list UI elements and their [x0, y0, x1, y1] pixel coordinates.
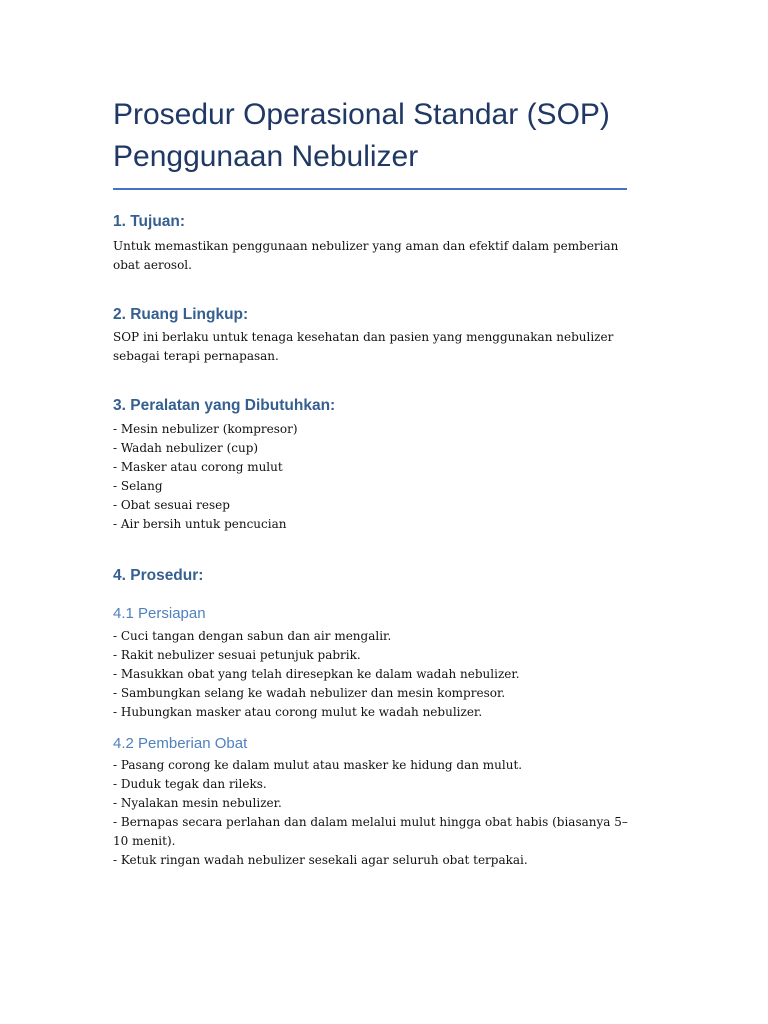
subsection-heading-persiapan: 4.1 Persiapan	[113, 605, 206, 622]
list-item: - Selang	[113, 479, 163, 493]
list-item: - Pasang corong ke dalam mulut atau masker ke hidung dan mulut.	[113, 758, 523, 772]
list-item: - Sambungkan selang ke wadah nebulizer dan mesin kompresor.	[113, 686, 506, 700]
title-line-1: Prosedur Operasional Standar (SOP)	[113, 98, 610, 131]
preparation-list	[113, 627, 628, 722]
list-item: - Wadah nebulizer (cup)	[113, 441, 259, 455]
list-item: - Mesin nebulizer (kompresor)	[113, 422, 298, 436]
list-item: - Nyalakan mesin nebulizer.	[113, 796, 282, 810]
document-title	[113, 0, 628, 178]
title-underline	[113, 188, 627, 190]
administration-list	[113, 756, 628, 870]
list-item: - Obat sesuai resep	[113, 498, 230, 512]
list-item: - Rakit nebulizer sesuai petunjuk pabrik.	[113, 648, 361, 662]
list-item: - Hubungkan masker atau corong mulut ke wadah nebulizer.	[113, 705, 483, 719]
list-item: - Air bersih untuk pencucian	[113, 517, 287, 531]
list-item: - Ketuk ringan wadah nebulizer sesekali agar seluruh obat terpakai.	[113, 853, 528, 867]
equipment-list	[113, 420, 628, 534]
section-text-tujuan: Untuk memastikan penggunaan nebulizer yang aman dan efektif dalam pemberian obat aerosol.	[113, 239, 619, 272]
list-item: - Masukkan obat yang telah diresepkan ke dalam wadah nebulizer.	[113, 667, 520, 681]
list-item: - Masker atau corong mulut	[113, 460, 283, 474]
subsection-heading-pemberian-obat: 4.2 Pemberian Obat	[113, 735, 248, 752]
section-heading-tujuan: 1. Tujuan:	[113, 213, 186, 230]
list-item: - Bernapas secara perlahan dan dalam melalui mulut hingga obat habis (biasanya 5–10 menit).	[113, 815, 628, 848]
list-item: - Cuci tangan dengan sabun dan air mengalir.	[113, 629, 392, 643]
section-heading-ruang-lingkup: 2. Ruang Lingkup:	[113, 306, 249, 323]
section-text-ruang-lingkup: SOP ini berlaku untuk tenaga kesehatan dan pasien yang menggunakan nebulizer sebagai terapi pernapasan.	[113, 330, 614, 363]
title-line-2: Penggunaan Nebulizer	[113, 140, 419, 173]
list-item: - Duduk tegak dan rileks.	[113, 777, 267, 791]
section-heading-prosedur: 4. Prosedur:	[113, 567, 204, 584]
section-heading-peralatan: 3. Peralatan yang Dibutuhkan:	[113, 397, 336, 414]
document-page	[113, 0, 628, 870]
